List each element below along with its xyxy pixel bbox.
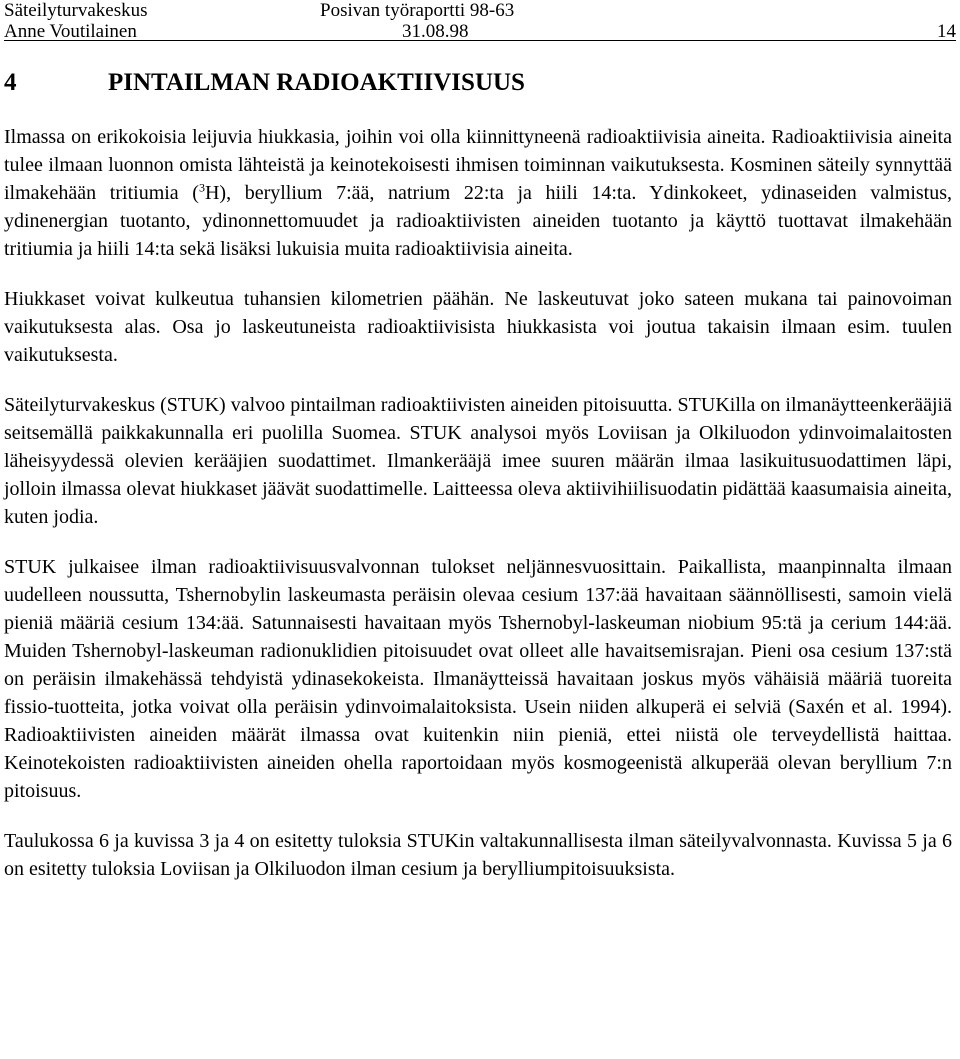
body-text — [4, 123, 952, 905]
chapter-number: 4 — [4, 69, 17, 96]
page-header — [4, 0, 956, 44]
header-organization: Säteilyturvakeskus — [4, 0, 148, 21]
header-report-series: Posivan työraportti 98-63 — [320, 0, 515, 21]
paragraph-2: Hiukkaset voivat kulkeutua tuhansien kilometrien päähän. Ne laskeutuvat joko sateen mukana tai painovoiman vaikutuksesta alas. Osa jo laskeutuneista radioaktiivisista hiukkasista voi joutua takaisin ilmaan esim. tuulen vaikutuksesta. — [4, 288, 952, 366]
paragraph-5: Taulukossa 6 ja kuvissa 3 ja 4 on esitetty tuloksia STUKin valtakunnallisesta ilman säteilyvalvonnasta. Kuvissa 5 ja 6 on esitetty tuloksia Loviisan ja Olkiluodon ilman cesium ja berylliumpitoisuuksista. — [4, 830, 952, 880]
chapter-title: PINTAILMAN RADIOAKTIIVISUUS — [108, 69, 525, 96]
paragraph-3: Säteilyturvakeskus (STUK) valvoo pintailman radioaktiivisten aineiden pitoisuutta. STUKilla on ilmanäytteenkerääjiä seitsemällä paikkakunnalla eri puolilla Suomea. STUK analysoi myös Loviisan ja Olkiluodon ydinvoimalaitosten läheisyydessä olevien kerääjien suodattimet. Ilmankerääjä imee suuren määrän ilmaa lasikuitusuodattimen läpi, jolloin ilmassa olevat hiukkaset jäävät suodattimelle. Laitteessa oleva aktiivihiilisuodatin pidättää kaasumaisia aineita, kuten jodia. — [4, 394, 952, 528]
header-rule — [4, 40, 956, 41]
header-middle — [320, 0, 514, 42]
page-number: 14 — [937, 21, 956, 42]
paragraph-1-part-b: H), beryllium 7:ää, natrium 22:ta ja hiili 14:ta. Ydinkokeet, ydinaseiden valmistus, ydinenergian tuotanto, ydinonnettomuudet ja radioaktiivisten aineiden tuotanto ja käyttö tuottavat ilmakehään tritiumia ja hiili 14:ta sekä lisäksi lukuisia muita radioaktiivisia aineita. — [4, 182, 952, 260]
superscript-3: 3 — [198, 180, 205, 195]
header-date: 31.08.98 — [402, 21, 469, 42]
paragraph-1 — [4, 123, 952, 263]
chapter-heading — [4, 68, 944, 98]
header-left — [4, 0, 148, 42]
header-author: Anne Voutilainen — [4, 21, 137, 42]
paragraph-1-part-a: Ilmassa on erikokoisia leijuvia hiukkasia, joihin voi olla kiinnittyneenä radioaktiivisia aineita. Radioaktiivisia aineita tulee ilmaan luonnon omista lähteistä ja keinotekoisesti ihmisen toiminnan vaikutuksesta. Kosminen säteily synnyttää ilmakehään tritiumia ( — [4, 126, 952, 204]
paragraph-4: STUK julkaisee ilman radioaktiivisuusvalvonnan tulokset neljännesvuosittain. Paikallista, maanpinnalta ilmaan uudelleen noussutta, Tshernobylin laskeumasta peräisin olevaa cesium 137:ää havaitaan säännöllisesti, samoin vielä pieniä määriä cesium 134:ää. Satunnaisesti havaitaan myös Tshernobyl-laskeuman niobium 95:tä ja cerium 144:ää. Muiden Tshernobyl-laskeuman radionuklidien pitoisuudet ovat olleet alle havaitsemisrajan. Pieni osa cesium 137:stä on peräisin ilmakehässä tehdyistä ydinasekokeista. Ilmanäytteissä havaitaan joskus myös vähäisiä määriä tuoreita fissio-tuotteita, jotka voivat olla peräisin ydinvoimalaitoksista. Usein niiden alkuperä ei selviä (Saxén et al. 1994). Radioaktiivisten aineiden määrät ilmassa ovat kuitenkin niin pieniä, ettei niistä ole terveydellistä haittaa. Keinotekoisten radioaktiivisten aineiden ohella raportoidaan myös kosmogeenistä alkuperää olevan beryllium 7:n pitoisuus. — [4, 556, 952, 802]
